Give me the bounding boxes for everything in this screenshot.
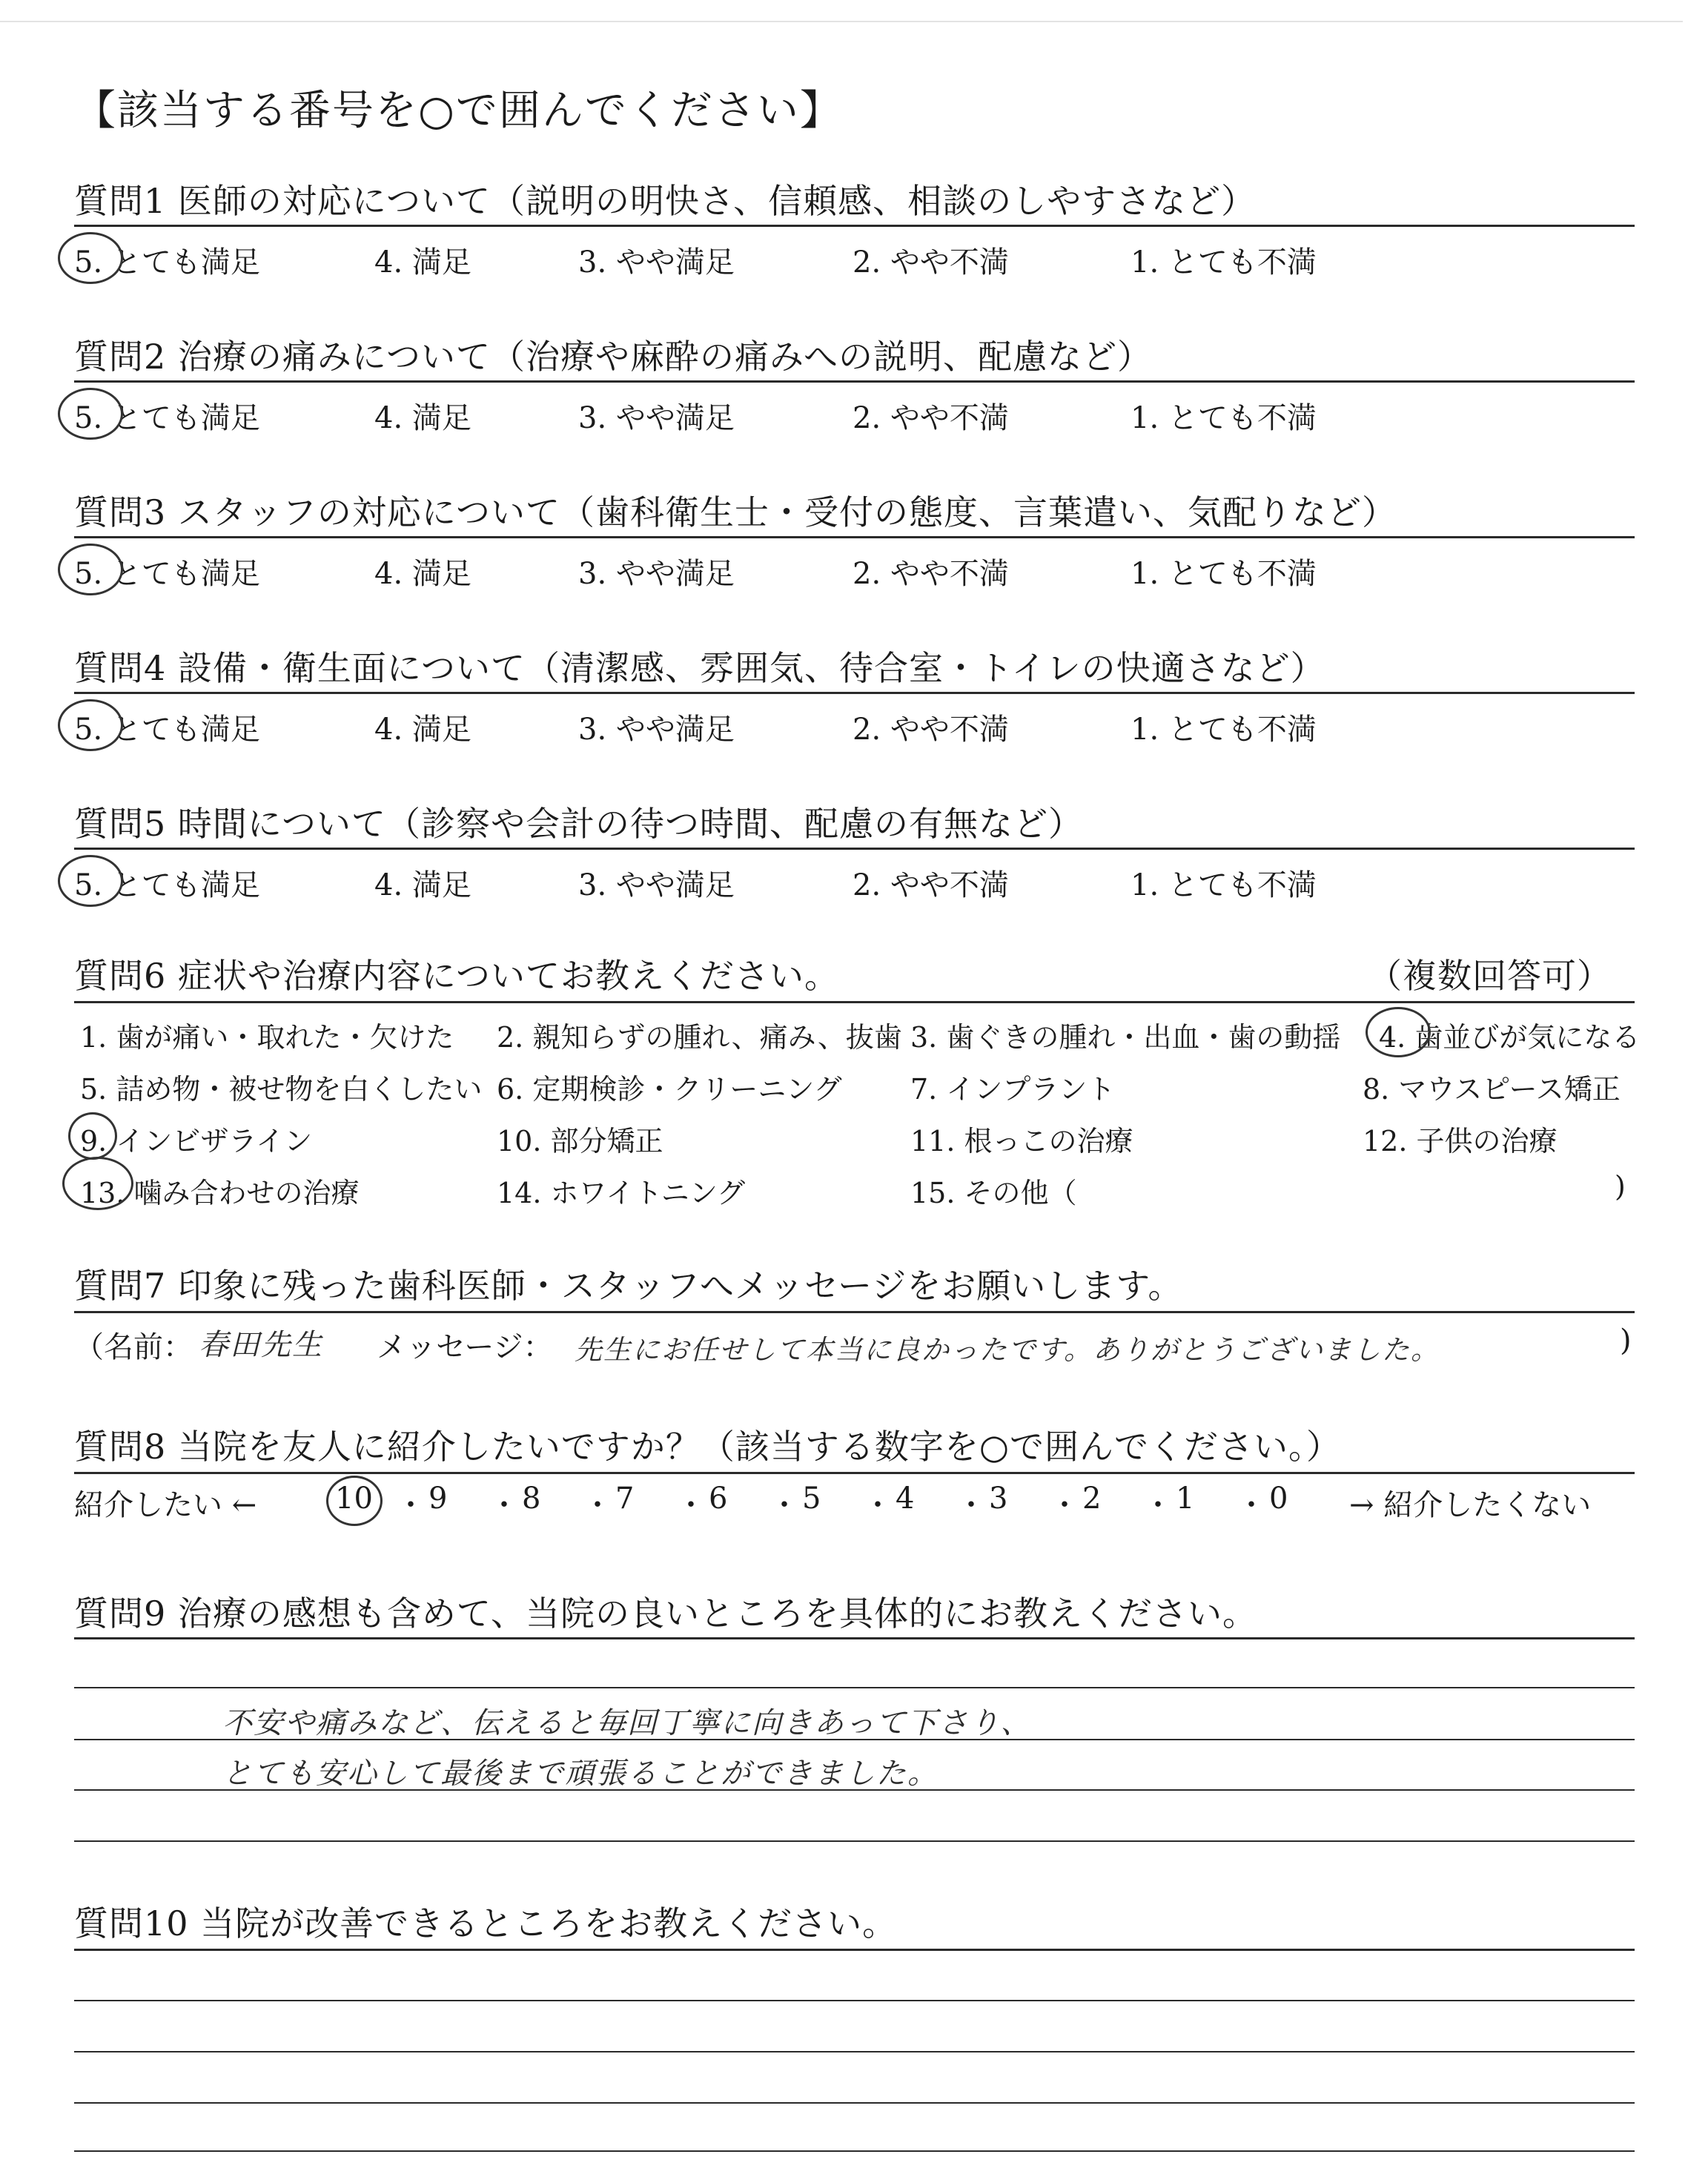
q8-number-0[interactable]: 0 [1269, 1482, 1288, 1516]
q6-option-7[interactable]: 7. インプラント [910, 1073, 1116, 1106]
q8-number-8[interactable]: 8 [522, 1482, 541, 1516]
q9-rule-5 [74, 1840, 1635, 1842]
q7-name-label: （名前： [74, 1330, 193, 1364]
q6-option-1[interactable]: 1. 歯が痛い・取れた・欠けた [80, 1021, 454, 1054]
q8-number-5[interactable]: 5 [802, 1482, 821, 1516]
q5-option-4[interactable]: 4. 満足 [374, 868, 471, 902]
q10-rule-5 [74, 2150, 1635, 2152]
q8-rule [74, 1472, 1635, 1474]
q8-number-9[interactable]: 9 [428, 1482, 448, 1516]
q8-separator-dot: ・ [863, 1488, 893, 1522]
q6-selection-circle-4 [1366, 1007, 1431, 1057]
q8-separator-dot: ・ [1237, 1488, 1266, 1522]
q8-left-label: 紹介したい ← [74, 1488, 257, 1522]
q3-option-2[interactable]: 2. やや不満 [853, 557, 1009, 591]
q9-rule-1 [74, 1637, 1635, 1639]
q5-selection-circle [58, 855, 123, 907]
q6-option-8[interactable]: 8. マウスピース矯正 [1363, 1073, 1621, 1106]
q10-rule-4 [74, 2102, 1635, 2104]
q10-rule-2 [74, 2000, 1635, 2001]
q6-option-2[interactable]: 2. 親知らずの腫れ、痛み、抜歯 [497, 1021, 902, 1054]
q7-rule [74, 1311, 1635, 1313]
q8-number-4[interactable]: 4 [896, 1482, 915, 1516]
q10-rule-1 [74, 1949, 1635, 1951]
q2-option-4[interactable]: 4. 満足 [374, 401, 471, 435]
q10-rule-3 [74, 2051, 1635, 2052]
q5-option-3[interactable]: 3. やや満足 [578, 868, 735, 902]
q1-rule [74, 225, 1635, 227]
q8-number-7[interactable]: 7 [615, 1482, 635, 1516]
q6-other-close-paren: ) [1615, 1170, 1626, 1203]
q3-option-4[interactable]: 4. 満足 [374, 557, 471, 591]
q2-option-2[interactable]: 2. やや不満 [853, 401, 1009, 435]
q8-separator-dot: ・ [676, 1488, 706, 1522]
q7-name-value: 春田先生 [199, 1328, 323, 1362]
q7-message-label: メッセージ： [377, 1330, 553, 1364]
q9-answer-line-1: 不安や痛みなど、伝えると毎回丁寧に向きあって下さり、 [222, 1706, 1032, 1740]
q4-option-2[interactable]: 2. やや不満 [853, 713, 1009, 747]
q2-option-5[interactable]: 5. とても満足 [74, 401, 260, 435]
q9-answer-line-2: とても安心して最後まで頑張ることができました。 [222, 1757, 939, 1791]
q6-option-13[interactable]: 13. 噛み合わせの治療 [80, 1177, 360, 1209]
q3-option-1[interactable]: 1. とても不満 [1131, 557, 1317, 591]
q6-option-11[interactable]: 11. 根っこの治療 [910, 1125, 1133, 1157]
q5-title: 質問5 時間について（診察や会計の待つ時間、配慮の有無など） [74, 804, 1083, 844]
q1-title: 質問1 医師の対応について（説明の明快さ、信頼感、相談のしやすさなど） [74, 181, 1257, 221]
q6-selection-circle-13 [62, 1157, 133, 1210]
q3-option-5[interactable]: 5. とても満足 [74, 557, 260, 591]
q4-option-5[interactable]: 5. とても満足 [74, 713, 260, 747]
q3-title: 質問3 スタッフの対応について（歯科衛生士・受付の態度、言葉遣い、気配りなど） [74, 492, 1397, 532]
q8-number-1[interactable]: 1 [1176, 1482, 1195, 1516]
q6-option-12[interactable]: 12. 子供の治療 [1363, 1125, 1558, 1157]
q6-option-14[interactable]: 14. ホワイトニング [497, 1177, 746, 1209]
q8-right-label: → 紹介したくない [1349, 1488, 1592, 1522]
q4-option-1[interactable]: 1. とても不満 [1131, 713, 1317, 747]
q5-option-5[interactable]: 5. とても満足 [74, 868, 260, 902]
q5-option-1[interactable]: 1. とても不満 [1131, 868, 1317, 902]
q6-title: 質問6 症状や治療内容についてお教えください。 [74, 956, 839, 996]
q6-option-15[interactable]: 15. その他（ [910, 1177, 1077, 1209]
q6-rule [74, 1001, 1635, 1003]
q4-selection-circle [58, 699, 123, 751]
q4-title: 質問4 設備・衛生面について（清潔感、雰囲気、待合室・トイレの快適さなど） [74, 648, 1325, 688]
q8-separator-dot: ・ [583, 1488, 612, 1522]
q8-number-3[interactable]: 3 [989, 1482, 1008, 1516]
q8-number-10[interactable]: 10 [335, 1482, 373, 1516]
q1-option-3[interactable]: 3. やや満足 [578, 245, 735, 280]
q8-separator-dot: ・ [1143, 1488, 1173, 1522]
q4-rule [74, 692, 1635, 694]
q6-option-4[interactable]: 4. 歯並びが気になる [1379, 1021, 1641, 1054]
q6-note: （複数回答可） [1368, 956, 1612, 996]
q2-option-3[interactable]: 3. やや満足 [578, 401, 735, 435]
q8-number-6[interactable]: 6 [709, 1482, 728, 1516]
q10-title: 質問10 当院が改善できるところをお教えください。 [74, 1903, 898, 1943]
q4-option-4[interactable]: 4. 満足 [374, 713, 471, 747]
q1-option-4[interactable]: 4. 満足 [374, 245, 471, 280]
q4-option-3[interactable]: 3. やや満足 [578, 713, 735, 747]
q9-title: 質問9 治療の感想も含めて、当院の良いところを具体的にお教えください。 [74, 1593, 1257, 1634]
form-heading: 【該当する番号を○で囲んでください】 [74, 87, 843, 135]
q8-title: 質問8 当院を友人に紹介したいですか？（該当する数字を○で囲んでください。） [74, 1427, 1342, 1467]
q6-selection-circle-9 [68, 1112, 117, 1160]
q1-option-2[interactable]: 2. やや不満 [853, 245, 1009, 280]
q5-rule [74, 848, 1635, 850]
q6-option-3[interactable]: 3. 歯ぐきの腫れ・出血・歯の動揺 [910, 1021, 1341, 1054]
q3-rule [74, 536, 1635, 538]
scan-top-edge [0, 21, 1683, 22]
q8-separator-dot: ・ [956, 1488, 986, 1522]
q5-option-2[interactable]: 2. やや不満 [853, 868, 1009, 902]
q1-selection-circle [58, 232, 123, 284]
q8-separator-dot: ・ [769, 1488, 799, 1522]
q8-number-2[interactable]: 2 [1082, 1482, 1102, 1516]
q8-separator-dot: ・ [489, 1488, 519, 1522]
q8-separator-dot: ・ [1050, 1488, 1079, 1522]
q8-separator-dot: ・ [396, 1488, 426, 1522]
q1-option-1[interactable]: 1. とても不満 [1131, 245, 1317, 280]
q1-option-5[interactable]: 5. とても満足 [74, 245, 260, 280]
q8-selection-circle [326, 1476, 383, 1526]
q3-option-3[interactable]: 3. やや満足 [578, 557, 735, 591]
q7-title: 質問7 印象に残った歯科医師・スタッフへメッセージをお願いします。 [74, 1266, 1183, 1306]
q6-option-9[interactable]: 9. インビザライン [80, 1125, 313, 1157]
q2-rule [74, 380, 1635, 383]
q7-close-paren: ) [1620, 1324, 1632, 1358]
q6-option-6[interactable]: 6. 定期検診・クリーニング [497, 1073, 842, 1106]
q7-message-value: 先生にお任せして本当に良かったです。ありがとうございました。 [575, 1334, 1440, 1366]
q2-option-1[interactable]: 1. とても不満 [1131, 401, 1317, 435]
q2-title: 質問2 治療の痛みについて（治療や麻酔の痛みへの説明、配慮など） [74, 337, 1153, 377]
q9-rule-2 [74, 1687, 1635, 1688]
q6-option-10[interactable]: 10. 部分矯正 [497, 1125, 663, 1157]
q3-selection-circle [58, 544, 123, 595]
q2-selection-circle [58, 388, 123, 440]
q6-option-5[interactable]: 5. 詰め物・被せ物を白くしたい [80, 1073, 483, 1106]
